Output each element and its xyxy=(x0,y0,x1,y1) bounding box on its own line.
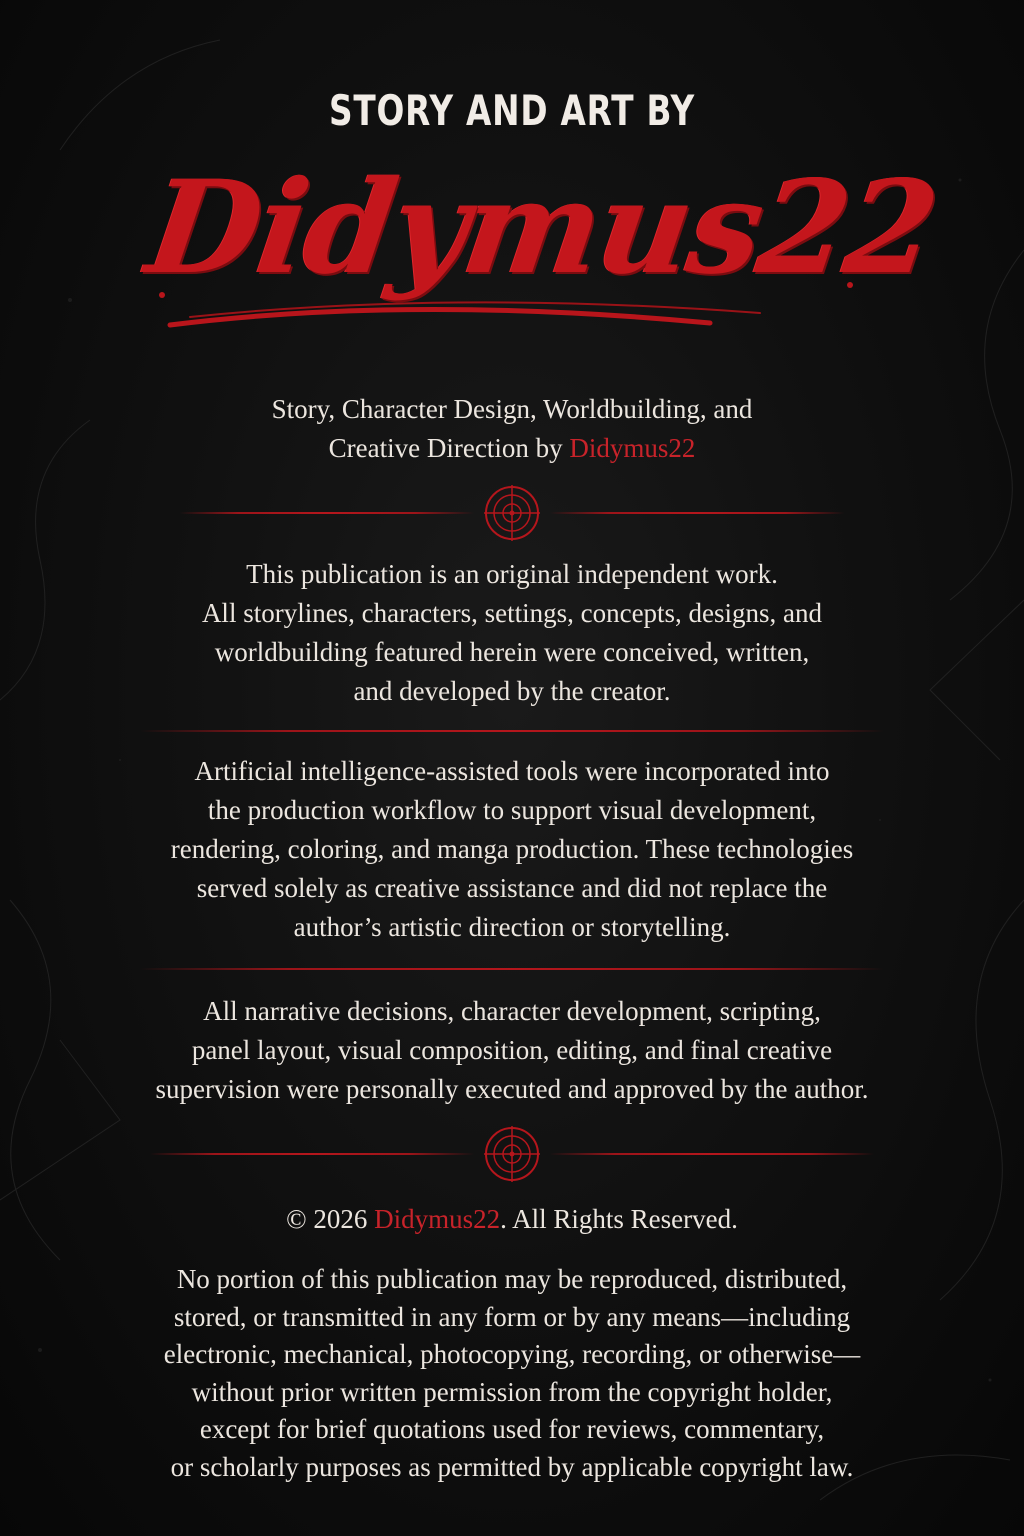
legal-line: except for brief quotations used for reviews, commentary, xyxy=(199,1414,825,1444)
copyright-notice xyxy=(0,1200,1024,1239)
story-and-art-heading: STORY AND ART BY xyxy=(329,86,695,135)
originality-statement xyxy=(0,555,1024,711)
ai-notice-line: author’s artistic direction or storytelling. xyxy=(293,912,731,942)
authorship-line: panel layout, visual composition, editing, and final creative xyxy=(191,1035,833,1065)
credits-line-2-prefix: Creative Direction by xyxy=(328,433,570,463)
author-logo-text: Didymus22 xyxy=(139,153,945,303)
originality-line: and developed by the creator. xyxy=(353,676,671,706)
author-logo xyxy=(139,145,945,365)
legal-disclaimer xyxy=(0,1261,1024,1486)
legal-line: stored, or transmitted in any form or by any means—including xyxy=(173,1301,851,1332)
originality-line: All storylines, characters, settings, concepts, designs, and xyxy=(201,598,823,628)
legal-line: without prior written permission from the copyright holder, xyxy=(191,1376,833,1407)
legal-line: No portion of this publication may be reproduced, distributed, xyxy=(176,1264,848,1294)
emblem-divider-top xyxy=(0,483,1024,543)
divider-rule-left xyxy=(180,512,474,514)
copyright-suffix: . All Rights Reserved. xyxy=(500,1204,738,1234)
copyright-author-name: Didymus22 xyxy=(374,1204,501,1234)
authorship-line: supervision were personally executed and approved by the author. xyxy=(155,1074,869,1104)
crosshair-emblem-icon xyxy=(482,483,542,543)
credits-line-1: Story, Character Design, Worldbuilding, and xyxy=(271,394,753,424)
originality-line: worldbuilding featured herein were conceived, written, xyxy=(214,637,810,667)
authorship-statement xyxy=(0,992,1024,1109)
authorship-line: All narrative decisions, character development, scripting, xyxy=(203,996,821,1026)
divider-rule-right xyxy=(550,1153,874,1155)
ai-notice-line: served solely as creative assistance and did not replace the xyxy=(196,873,828,903)
legal-line: electronic, mechanical, photocopying, recording, or otherwise— xyxy=(163,1339,861,1369)
ai-notice-line: the production workflow to support visual development, xyxy=(207,795,817,825)
credits-line-2 xyxy=(0,429,1024,468)
credits-statement xyxy=(0,390,1024,468)
emblem-divider-bottom xyxy=(0,1124,1024,1184)
divider-rule-left xyxy=(150,1153,474,1155)
credits-author-name: Didymus22 xyxy=(569,433,696,463)
crosshair-emblem-icon xyxy=(482,1124,542,1184)
legal-line: or scholarly purposes as permitted by applicable copyright law. xyxy=(170,1451,854,1482)
copyright-line xyxy=(0,1200,1024,1239)
ai-notice-line: rendering, coloring, and manga production. These technologies xyxy=(170,834,854,864)
ai-assistance-statement xyxy=(0,752,1024,947)
originality-line: This publication is an original independent work. xyxy=(246,559,778,589)
section-divider xyxy=(140,968,884,970)
section-divider xyxy=(140,730,884,732)
ai-notice-line: Artificial intelligence-assisted tools were incorporated into xyxy=(194,756,830,786)
divider-rule-right xyxy=(550,512,844,514)
copyright-prefix: © 2026 xyxy=(286,1204,375,1234)
